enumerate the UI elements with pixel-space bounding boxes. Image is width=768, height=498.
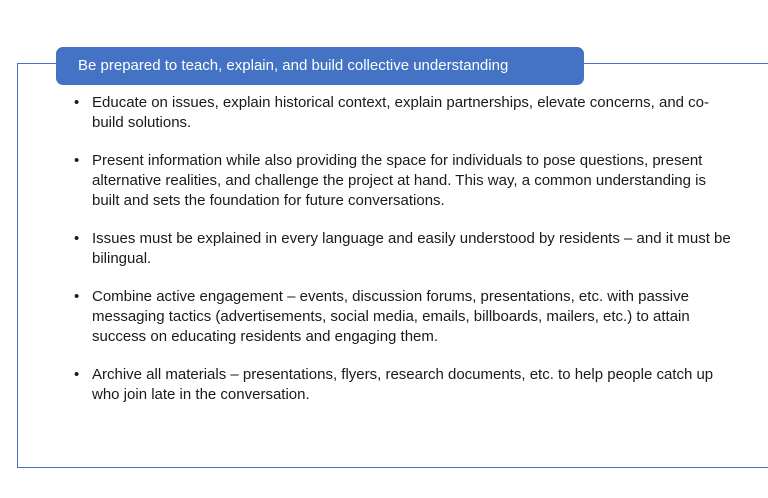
bullet-item xyxy=(74,229,734,269)
bullet-icon: • xyxy=(74,230,80,247)
section-header xyxy=(56,47,584,85)
bullet-icon: • xyxy=(74,152,80,169)
bullet-item xyxy=(74,365,734,405)
bullet-text: Present information while also providing the space for individuals to pose questions, present alternative realities, and challenge the project at hand. This way, a common understanding is built and sets the foundation for future conversations. xyxy=(92,152,706,209)
bullet-text: Archive all materials – presentations, flyers, research documents, etc. to help people catch up who join late in the conversation. xyxy=(92,366,714,403)
bullet-item xyxy=(74,93,734,133)
bullet-text: Issues must be explained in every language and easily understood by residents – and it must be bilingual. xyxy=(92,230,731,267)
bullet-list xyxy=(74,93,734,423)
bullet-item xyxy=(74,287,734,347)
bullet-icon: • xyxy=(74,288,80,305)
bullet-icon: • xyxy=(74,366,80,383)
bullet-text: Combine active engagement – events, discussion forums, presentations, etc. with passive messaging tactics (advertisements, social media, emails, billboards, mailers, etc.) to attain success on educating residents and engaging them. xyxy=(92,288,690,345)
section-header-title: Be prepared to teach, explain, and build collective understanding xyxy=(78,57,509,74)
bullet-icon: • xyxy=(74,94,80,111)
bullet-text: Educate on issues, explain historical context, explain partnerships, elevate concerns, and co-build solutions. xyxy=(92,94,710,131)
bullet-item xyxy=(74,151,734,211)
